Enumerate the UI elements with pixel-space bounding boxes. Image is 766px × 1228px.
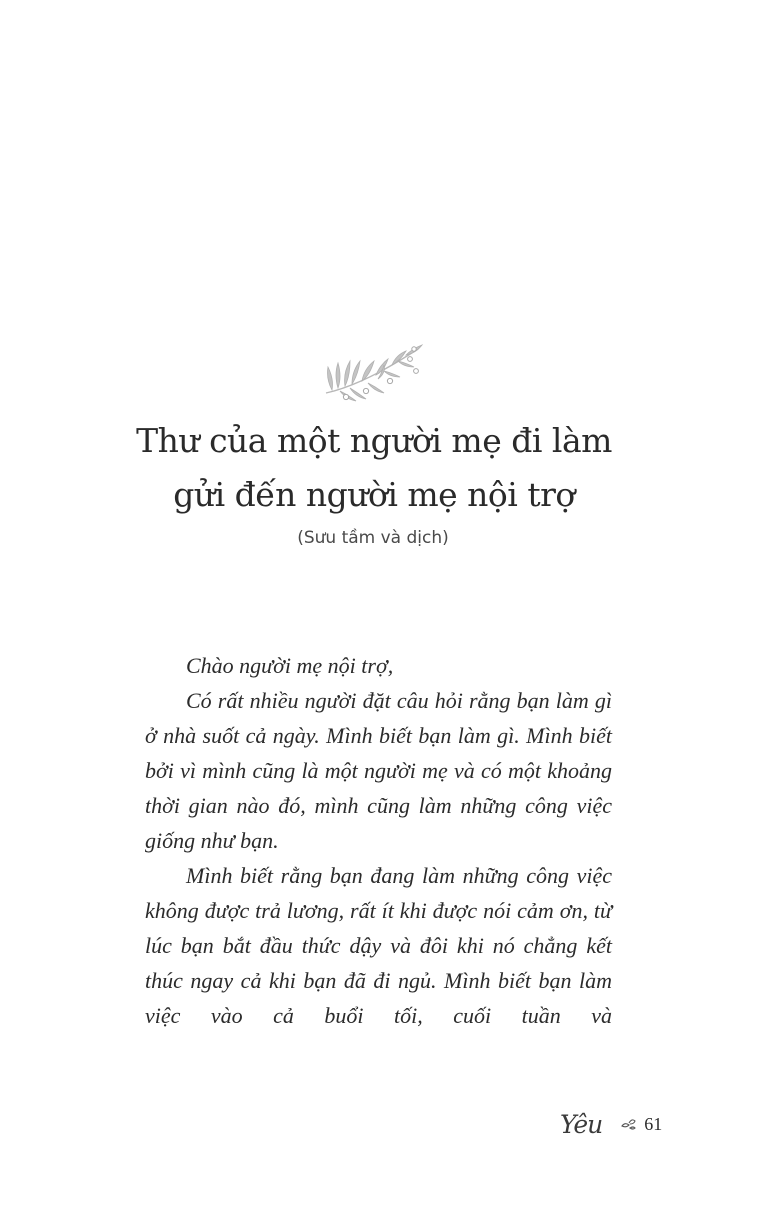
paragraph: Mình biết rằng bạn đang làm những công việc không được trả lương, rất ít khi được nói cảm ơn, từ lúc bạn bắt đầu thức dậy và đôi khi nó chẳng kết thúc ngay cả khi bạn đã đi ngủ. Mình biết bạn làm việc vào cả buổi tối, cuối tuần và [145,863,612,1028]
chapter-title-line-1: Thư của một người mẹ đi làm [136,421,612,460]
page-number: 61 [644,1113,663,1134]
page-footer [560,1104,662,1144]
heart-swirl-icon [620,1117,638,1131]
paragraph-greeting: Chào người mẹ nội trợ, [186,653,394,678]
body-text [145,648,612,1033]
running-title: Yêu [560,1109,603,1139]
chapter-subtitle: (Sưu tầm và dịch) [297,528,449,548]
paragraph: Có rất nhiều người đặt câu hỏi rằng bạn làm gì ở nhà suốt cả ngày. Mình biết bạn làm gì. Mình biết bởi vì mình cũng là một người mẹ và có một khoảng thời gian nào đó, mình cũng làm những công việc giống như bạn. [145,688,612,853]
chapter-title-line-2: gửi đến người mẹ nội trợ [173,475,575,514]
olive-branch-icon [318,343,428,403]
